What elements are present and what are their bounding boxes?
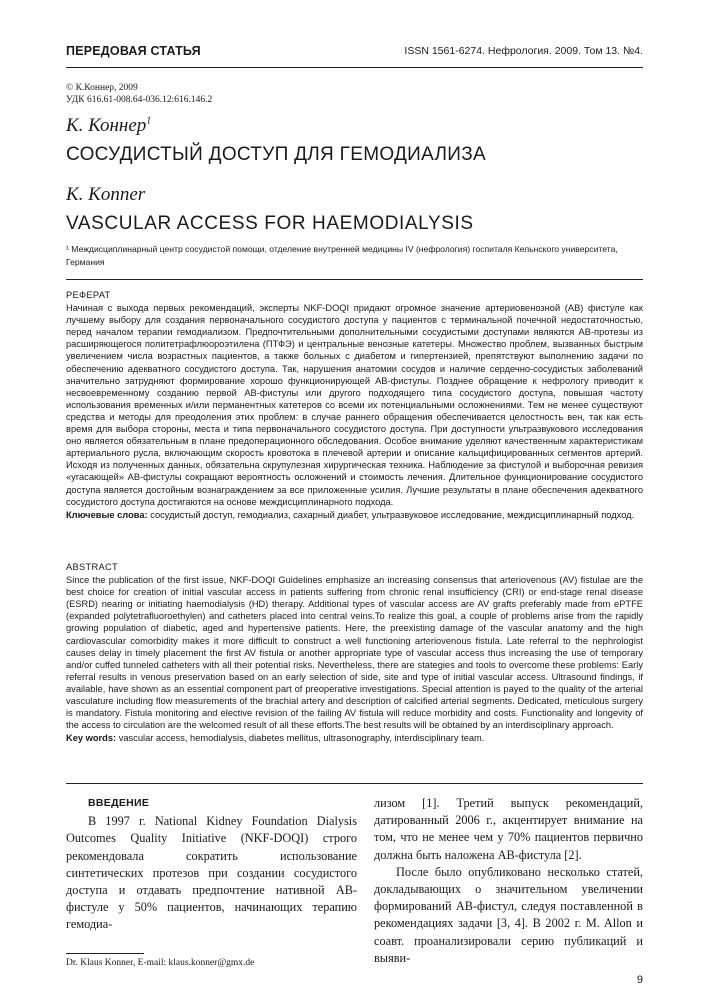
footnote-divider	[66, 953, 144, 954]
author-en: K. Konner	[66, 184, 146, 205]
author-ru	[66, 115, 151, 137]
body-paragraph: лизом [1]. Третий выпуск рекомендаций, датированный 2006 г., акцентирует внимание на том, что не менее чем у 70% пациентов первично должна быть наложена АВ-фистула [2].	[374, 796, 643, 862]
abstract-ru	[66, 289, 643, 521]
body-paragraph: После было опубликовано несколько статей, докладывающих о значительном увеличении формирований АВ-фистул, следуя поставленной в рекомендациях задачи [3, 4]. В 2002 г. M. Allon и соавт. проанализировали серию публикаций и выяви-	[374, 864, 643, 965]
author-ru-name: К. Коннер	[66, 115, 147, 136]
abstract-ru-text: Начиная с выхода первых рекомендаций, эксперты NKF-DOQI придают огромное значение артериовенозной (АВ) фистуле как лучшему выбору для создания первоначального сосудистого доступа у пациентов с терминальной почечной недостаточностью, перед началом терапии гемодиализом. Предпочтительными дополнительными сосудистыми доступами являются АВ-протезы из расширяющегося политетрафлюороэтилена (ПТФЭ) и центральные венозные катетеры. Множество проблем, вызванных быстрым увеличением числа возрастных пациентов, а также больных с диабетом и гипертензией, препятствуют выполнению задачи по обеспечению адекватного сосудистого доступа. Так, нарушения анатомии сосудов и наличие сердечно-сосудистых заболеваний значительно затрудняют формирование хорошо функционирующей АВ-фистулы. Позднее обращение к нефрологу приводит к несвоевременному созданию первой АВ-фистулы или другого подходящего типа сосудистого доступа, повышая частоту использования временных и/или перманентных катетеров со всеми их потенциальными осложнениями. Тем не менее существуют средства и методы для преодоления этих проблем: в случае раннего обращения обеспечивается целостность вен, так как есть время для выбора стороны, места и типа первоначального сосудистого доступа. При доступности ультразвукового исследования оно является обязательным в плане предоперационного обследования. Особое внимание уделяют качественным характеристикам артериального русла, включающим скорость кровотока в плечевой артерии и описание кальцифицированных сегментов артерий. Исходя из полученных данных, обязательна скрупулезная хирургическая техника. Наблюдение за фистулой и выборочная ревизия «угасающей» АВ-фистулы сокращают вероятность осложнений и стоимость лечения. Длительное функционирование сосудистого доступа является достойным вознаграждением за все приложенные усилия. Лучшие результаты в плане обеспечения адекватного сосудистого доступа достигаются на основе междисциплинарного подхода.	[66, 303, 643, 507]
journal-citation: ISSN 1561-6274. Нефрология. 2009. Том 13. №4.	[404, 45, 643, 57]
article-title-ru: СОСУДИСТЫЙ ДОСТУП ДЛЯ ГЕМОДИАЛИЗА	[66, 144, 486, 165]
abstract-en-text: Since the publication of the first issue, NKF-DOQI Guidelines emphasize an increasing consensus that arteriovenous (AV) fistulae are the best choice for creation of initial vascular access in patients suffering from chronic renal insufficiency (CRI) or end-stage renal disease (ESRD) nearing or initiating haemodialysis (HD) therapy. Additional types of vascular access are AV grafts preferably made from ePTFE (expanded polytetrafluoroethylen) and catheters placed into central veins.To realize this goal, a couple of problems arise from the rapidly growing population of diabetic, aged and hypertensive patients. Here, the preexisting damage of the vascular anatomy and the high cardiovascular comorbidity makes it more difficult to construct a well functioning arteriovenous fistula. Late referral to the nephrologist causes delay in timely placement the first AV fistula or another appropriate type of vascular access thus increasing the use of temporary and/or cuffed tunneled catheters with all their potential risks. Nevertheless, there are stategies and tools to overcome these problems: Early referral results in venous preservation based on an early selection of side, site and type of initial vascular access. Ultrasound findings, if available, have shown as an essential component part of preoperative investigations. Special attention is payed to the quality of the arterial vasculature including flow measurements of the brachial artery and description of calcified arterial segments. Dedicated, meticulous surgery is mandatory. Fistula monitoring and elective revision of the failing AV fistula will reduce morbidity and costs. Functionality and longevity of the access to circulation are the welcomed result of all these efforts.The best results will be obtained by an interdisciplinary approach.	[66, 575, 643, 731]
author-ru-sup: 1	[146, 115, 152, 127]
intro-heading: ВВЕДЕНИЕ	[88, 797, 150, 809]
abstract-divider	[66, 783, 643, 784]
keywords-en-label: Key words:	[66, 733, 117, 744]
keywords-en	[66, 732, 643, 744]
keywords-ru-label: Ключевые слова:	[66, 509, 148, 520]
body-column-right	[374, 795, 643, 967]
header-divider	[66, 67, 643, 68]
affiliation: ¹ Междисциплинарный центр сосудистой помощи, отделение внутренней медицины IV (нефрология) госпиталя Кельнского университета, Германия	[66, 244, 618, 267]
article-title-en: VASCULAR ACCESS FOR HAEMODIALYSIS	[66, 213, 474, 234]
abstract-en-heading: ABSTRACT	[66, 562, 118, 572]
page-number: 9	[636, 974, 643, 986]
abstract-en	[66, 561, 643, 744]
copyright-block	[66, 82, 212, 106]
abstract-ru-heading: РЕФЕРАТ	[66, 290, 111, 300]
keywords-ru-text: сосудистый доступ, гемодиализ, сахарный диабет, ультразвуковое исследование, междисциплинарный подход.	[150, 509, 635, 520]
title-divider	[66, 279, 643, 280]
keywords-ru	[66, 509, 643, 521]
body-paragraph: В 1997 г. National Kidney Foundation Dialysis Outcomes Quality Initiative (NKF-DOQI) строго рекомендовала сократить использование синтетических протезов при создании сосудистого доступа и отдавать предпочтение нативной АВ-фистуле у 50% пациентов, начинающих терапию гемодиа-	[66, 814, 357, 932]
correspondence-footnote: Dr. Klaus Konner, E-mail: klaus.konner@gmx.de	[66, 958, 255, 968]
keywords-en-text: vascular access, hemodialysis, diabetes mellitus, ultrasonography, interdisciplinary team.	[118, 733, 485, 744]
copyright-line: © К.Коннер, 2009	[66, 83, 138, 93]
body-column-left	[66, 795, 357, 934]
running-header	[66, 44, 643, 62]
section-label: ПЕРЕДОВАЯ СТАТЬЯ	[66, 44, 201, 58]
udc-code: УДК 616.61-008.64-036.12:616.146.2	[66, 95, 213, 105]
